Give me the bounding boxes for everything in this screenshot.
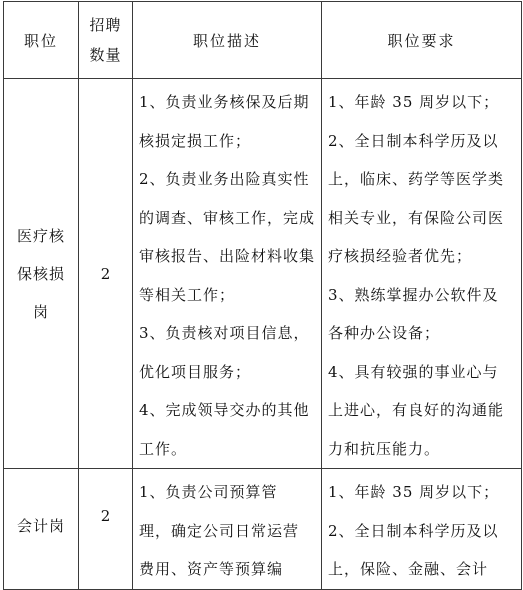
description-line: 审核报告、出险材料收集 — [139, 247, 315, 265]
description-line: 核损定损工作； — [139, 131, 252, 150]
position-name-line: 保核损 — [16, 264, 65, 283]
header-requirements: 职位要求 — [322, 2, 522, 79]
hiring-count: 2 — [79, 79, 133, 469]
header-count — [79, 2, 133, 79]
description-line: 4、完成领导交办的其他 — [139, 401, 310, 419]
requirements-cell — [322, 79, 522, 469]
position-name-cell — [4, 469, 79, 590]
header-position: 职位 — [4, 2, 79, 79]
position-name-line: 会计岗 — [16, 517, 65, 535]
requirement-line: 2、全日制本科学历及以 — [328, 131, 499, 150]
description-line: 的调查、审核工作，完成 — [139, 208, 315, 227]
description-line: 优化项目服务； — [139, 362, 252, 381]
description-line: 1、负责公司预算管 — [139, 483, 278, 501]
header-description: 职位描述 — [133, 2, 322, 79]
requirement-line: 上进心，有良好的沟通能 — [328, 401, 505, 419]
description-line: 理，确定公司日常运营 — [139, 521, 300, 540]
requirements-cell — [322, 469, 522, 590]
description-line: 3、负责核对项目信息， — [139, 324, 310, 342]
description-line: 等相关工作； — [139, 285, 236, 304]
requirement-line: 各种办公设备； — [328, 324, 441, 342]
position-name-line: 医疗核 — [16, 226, 65, 245]
description-line: 2、负责业务出险真实性 — [139, 170, 310, 188]
requirement-line: 相关专业，有保险公司医 — [328, 208, 505, 227]
header-count-line1: 招聘 — [89, 16, 122, 34]
requirement-line: 上，保险、金融、会计 — [328, 560, 489, 578]
description-line: 1、负责业务核保及后期 — [139, 93, 310, 111]
header-row — [4, 2, 522, 79]
description-line: 工作。 — [139, 439, 188, 458]
requirement-line: 4、具有较强的事业心与 — [328, 362, 499, 381]
requirement-line: 1、年龄 35 周岁以下； — [328, 483, 500, 501]
header-count-line2: 数量 — [89, 46, 122, 64]
table-row — [4, 79, 522, 469]
description-cell — [133, 79, 322, 469]
requirement-line: 力和抗压能力。 — [328, 439, 441, 458]
position-name-line: 岗 — [32, 302, 49, 321]
requirement-line: 上，临床、药学等医学类 — [328, 170, 505, 188]
requirement-line: 疗核损经验者优先； — [328, 247, 473, 265]
position-name-cell — [4, 79, 79, 469]
requirement-line: 3、熟练掌握办公软件及 — [328, 285, 499, 304]
description-cell — [133, 469, 322, 590]
hiring-count: 2 — [79, 469, 133, 590]
job-table — [3, 1, 522, 590]
requirement-line: 1、年龄 35 周岁以下； — [328, 93, 500, 111]
table-row — [4, 469, 522, 590]
description-line: 费用、资产等预算编 — [139, 560, 284, 578]
requirement-line: 2、全日制本科学历及以 — [328, 521, 499, 540]
